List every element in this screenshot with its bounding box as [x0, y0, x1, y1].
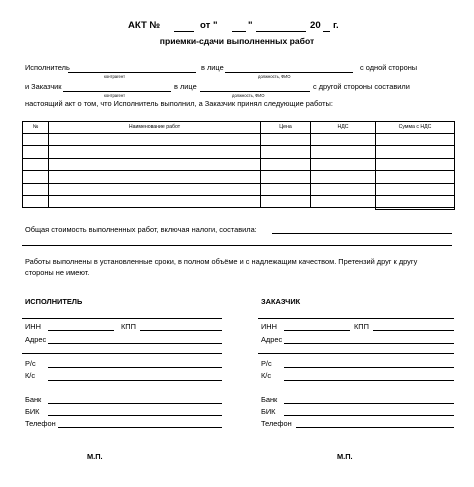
act-subtitle: приемки-сдачи выполненных работ	[159, 36, 315, 46]
customer-phone-field[interactable]	[296, 427, 454, 428]
executor-bik-label: БИК	[25, 407, 40, 416]
executor-address-label: Адрес	[25, 335, 47, 344]
table-cell[interactable]	[311, 195, 376, 207]
column-header-price: Цена	[261, 122, 311, 134]
customer-side-label: с другой стороны составили	[313, 82, 410, 91]
customer-address-label: Адрес	[261, 335, 283, 344]
conclusion-line2: стороны не имеют.	[25, 268, 90, 277]
conclusion-line1: Работы выполнены в установленные сроки, в полном объёме и с надлежащим качеством. Претензий друг к другу	[25, 257, 418, 266]
executor-heading: ИСПОЛНИТЕЛЬ	[25, 297, 83, 306]
act-year-label: 20	[310, 20, 321, 31]
executor-face-label: в лице	[201, 63, 224, 72]
table-cell[interactable]	[311, 158, 376, 170]
column-header-sum-with-vat: Сумма с НДС	[376, 122, 455, 134]
act-day-quote-close: "	[248, 20, 253, 31]
table-cell[interactable]	[261, 171, 311, 183]
executor-address-field[interactable]	[48, 343, 222, 344]
act-number-blank	[174, 31, 194, 32]
customer-address-field[interactable]	[284, 343, 454, 344]
act-statement: настоящий акт о том, что Исполнитель выполнил, а Заказчик принял следующие работы:	[25, 99, 333, 108]
customer-face-label: в лице	[174, 82, 197, 91]
customer-kpp-label: КПП	[354, 322, 369, 331]
column-header-work-name: Наименование работ	[49, 122, 261, 134]
customer-bank-label: Банк	[261, 395, 278, 404]
customer-inn-label: ИНН	[261, 322, 277, 331]
act-year-suffix: г.	[333, 20, 339, 31]
table-cell[interactable]	[261, 158, 311, 170]
table-cell[interactable]	[311, 171, 376, 183]
works-table	[22, 121, 455, 208]
executor-ks-label: К/с	[25, 371, 36, 380]
executor-stamp-label: М.П.	[87, 452, 103, 461]
table-cell[interactable]	[23, 134, 49, 146]
executor-ks-field[interactable]	[48, 380, 222, 381]
table-row	[23, 146, 455, 158]
total-cost-field-line2[interactable]	[22, 245, 452, 246]
table-cell[interactable]	[49, 195, 261, 207]
table-cell[interactable]	[23, 171, 49, 183]
act-month-blank	[256, 31, 306, 32]
table-row	[23, 183, 455, 195]
table-header-row	[23, 122, 455, 134]
executor-inn-label: ИНН	[25, 322, 41, 331]
total-cost-label: Общая стоимость выполненных работ, включая налоги, составила:	[25, 225, 257, 234]
table-cell[interactable]	[311, 183, 376, 195]
executor-kpp-label: КПП	[121, 322, 136, 331]
column-header-vat: НДС	[311, 122, 376, 134]
table-cell[interactable]	[311, 146, 376, 158]
customer-heading: ЗАКАЗЧИК	[261, 297, 301, 306]
table-cell[interactable]	[49, 183, 261, 195]
table-cell[interactable]	[376, 134, 455, 146]
customer-rs-field[interactable]	[284, 367, 454, 368]
customer-bank-field[interactable]	[284, 403, 454, 404]
executor-person-field[interactable]	[225, 72, 353, 73]
executor-rs-field[interactable]	[48, 367, 222, 368]
act-day-blank	[232, 31, 246, 32]
executor-phone-label: Телефон	[25, 419, 56, 428]
total-cost-field[interactable]	[272, 233, 452, 234]
table-cell[interactable]	[261, 146, 311, 158]
executor-heading-line	[22, 318, 222, 319]
table-cell[interactable]	[23, 146, 49, 158]
customer-label: и Заказчик	[25, 82, 62, 91]
customer-rs-label: Р/с	[261, 359, 272, 368]
customer-stamp-label: М.П.	[337, 452, 353, 461]
table-cell[interactable]	[49, 158, 261, 170]
executor-phone-field[interactable]	[58, 427, 222, 428]
customer-phone-label: Телефон	[261, 419, 292, 428]
table-cell[interactable]	[376, 146, 455, 158]
customer-contragent-hint: контрагент	[104, 93, 126, 98]
act-year-blank	[323, 31, 330, 32]
customer-ks-field[interactable]	[284, 380, 454, 381]
table-cell[interactable]	[376, 171, 455, 183]
column-header-number: №	[23, 122, 49, 134]
customer-position-hint: должность, ФИО	[232, 93, 265, 98]
table-cell[interactable]	[49, 134, 261, 146]
customer-inn-field[interactable]	[284, 330, 350, 331]
customer-bik-label: БИК	[261, 407, 276, 416]
customer-heading-line	[258, 318, 454, 319]
executor-position-hint: должность, ФИО	[258, 74, 291, 79]
customer-kpp-field[interactable]	[373, 330, 454, 331]
executor-contragent-hint: контрагент	[104, 74, 126, 79]
executor-name-field[interactable]	[68, 72, 196, 73]
table-total-cell[interactable]	[375, 197, 455, 210]
table-row	[23, 158, 455, 170]
table-cell[interactable]	[23, 195, 49, 207]
table-cell[interactable]	[311, 134, 376, 146]
executor-address-field-line2[interactable]	[22, 353, 222, 354]
table-cell[interactable]	[261, 134, 311, 146]
table-cell[interactable]	[261, 195, 311, 207]
table-row	[23, 134, 455, 146]
table-cell[interactable]	[376, 183, 455, 195]
executor-label: Исполнитель	[25, 63, 70, 72]
table-cell[interactable]	[261, 183, 311, 195]
table-cell[interactable]	[49, 171, 261, 183]
executor-inn-field[interactable]	[48, 330, 114, 331]
executor-bik-field[interactable]	[48, 415, 222, 416]
table-cell[interactable]	[23, 158, 49, 170]
table-cell[interactable]	[49, 146, 261, 158]
customer-person-field[interactable]	[200, 91, 310, 92]
table-row	[23, 171, 455, 183]
table-cell[interactable]	[23, 183, 49, 195]
customer-bik-field[interactable]	[284, 415, 454, 416]
executor-side-label: с одной стороны	[360, 63, 418, 72]
table-cell[interactable]	[376, 158, 455, 170]
customer-name-field[interactable]	[63, 91, 171, 92]
customer-ks-label: К/с	[261, 371, 272, 380]
executor-rs-label: Р/с	[25, 359, 36, 368]
executor-bank-field[interactable]	[48, 403, 222, 404]
customer-address-field-line2[interactable]	[258, 353, 454, 354]
act-date-label: от "	[200, 20, 218, 31]
act-title-number-label: АКТ №	[128, 20, 161, 31]
executor-bank-label: Банк	[25, 395, 42, 404]
executor-kpp-field[interactable]	[140, 330, 222, 331]
